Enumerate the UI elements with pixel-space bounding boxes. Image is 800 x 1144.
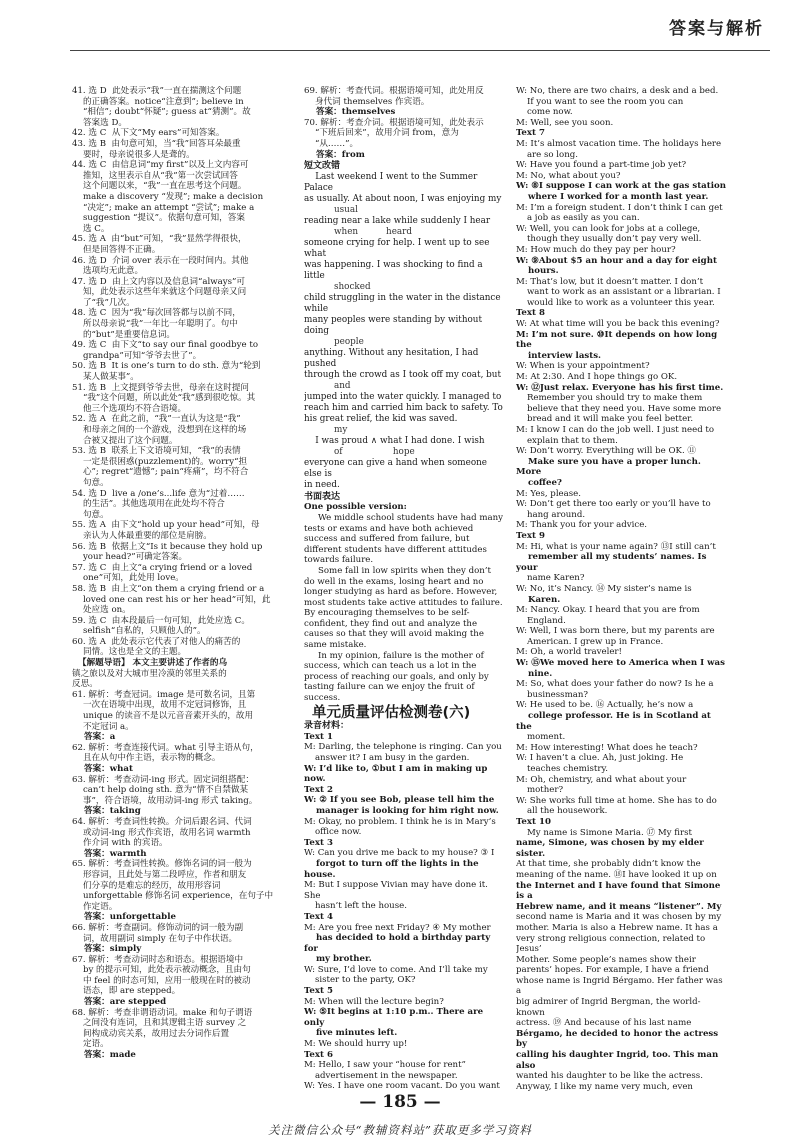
text-line: 答案：warmth	[72, 848, 147, 859]
text-line: Text 1	[304, 731, 333, 742]
text-line: Text 2	[304, 784, 333, 795]
text-line: 答案：made	[72, 1050, 136, 1061]
essay-paragraph: We middle school students have had many tests or exams and have both achieved success and suffered from failure, but different students have different attitudes towards failure.	[304, 512, 504, 566]
text-line: W: Don’t worry. Everything will be OK. ⑪	[516, 446, 697, 457]
text-line: one”可知，此处用 love。	[72, 573, 184, 584]
text-line: forgot to turn off the lights in the house.	[304, 858, 482, 880]
text-line: 答案：simply	[72, 944, 142, 955]
essay-paragraph: In my opinion, failure is the mother of success, which can teach us a lot in the process of reaching our goals, and only by tasting failure can we enjoy the fruit of success.	[304, 650, 489, 704]
text-line: 65. 解析：考查词性转换。修饰名词的词一般为	[72, 859, 252, 870]
text-line: 不定冠词 a。	[72, 721, 134, 732]
text-line: mother?	[516, 785, 564, 796]
text-line: W: When is your appointment?	[516, 361, 650, 372]
text-line: big admirer of Ingrid Bergman, the world-known	[516, 997, 701, 1018]
text-line: 定语。	[72, 1039, 109, 1050]
text-line: W: I haven’t a clue. Ah, just joking. He	[516, 753, 684, 764]
text-line: 或动词-ing 形式作宾语，故用名词 warmth	[72, 827, 251, 838]
text-line: sister to the party, OK?	[304, 975, 416, 986]
text-line: M: Oh, chemistry, and what about your	[516, 774, 687, 785]
text-line: second name is Maria and it was chosen by my	[516, 912, 722, 923]
text-line: Remember you should try to make them	[516, 393, 703, 404]
text-line: M: No, what about you?	[516, 170, 621, 181]
text-line: 67. 解析：考查动词时态和语态。根据语境中	[72, 954, 244, 965]
text-line: 形容词，且此处与第二段呼应，作者和朋友	[72, 869, 247, 880]
text-line: 47. 选 D 由上文内容以及信息词“always”可	[72, 276, 246, 287]
text-line: make a discovery “发现”; make a decision	[72, 191, 264, 202]
text-line: 词，故用副词 simply 在句子中作状语。	[72, 933, 238, 944]
text-line: nine.	[516, 668, 553, 679]
text-line: M: Thank you for your advice.	[516, 520, 648, 531]
text-line: 这个问题以来，“我”一直在思考这个问题。	[72, 181, 247, 192]
correction-line: everyone can give a hand when someone else is	[304, 457, 490, 479]
text-line: Text 5	[304, 986, 333, 997]
text-line: “相信”; doubt“怀疑”; guess at“猜测”。故	[72, 107, 251, 118]
text-line: W: Don’t get there too early or you’ll have to	[516, 499, 711, 510]
text-line: “我”这个问题，所以此处“我”感到很吃惊。其	[72, 393, 256, 404]
text-line: come now.	[516, 107, 573, 118]
text-line: 作介词 with 的宾语。	[72, 838, 168, 849]
text-line: 事”，符合语境，故用动词-ing 形式 taking。	[72, 795, 258, 806]
text-line: 推知，这里表示自从“我”第一次尝试回答	[72, 170, 238, 181]
text-line: your head?”可确定答案。	[72, 552, 188, 563]
writing-essay	[304, 513, 504, 704]
text-line: 亲认为人体最重要的部位是肩膀。	[72, 530, 212, 541]
text-line: Bérgamo, he decided to honor the actress by	[516, 1028, 722, 1050]
text-line: 答案：a	[72, 732, 116, 743]
text-line: Text 4	[304, 911, 333, 922]
text-line: 50. 选 B It is one’s turn to do sth. 意为“轮到	[72, 361, 261, 372]
text-line: 56. 选 B 依据上文“Is it because they hold up	[72, 541, 263, 552]
text-line: coffee?	[516, 477, 562, 488]
text-line: 59. 选 C 由本段最后一句可知，此处应选 C。	[72, 615, 250, 626]
footer-note: 关注微信公众号“教辅资料站”获取更多学习资料	[268, 1123, 532, 1137]
text-line: W: I’d like to, ①but I am in making up now.	[304, 763, 491, 785]
text-line: Text 6	[304, 1049, 333, 1060]
text-line: 的生活”。其他选项用在此处均不符合	[72, 499, 225, 510]
text-line: 处应选 on。	[72, 605, 131, 616]
text-line: 且在从句中作主语，表示物的概念。	[72, 753, 221, 764]
text-line: Make sure you have a proper lunch. More	[516, 456, 704, 478]
text-line: 要时，母亲说很多人是聋的。	[72, 149, 195, 160]
text-line: W: ⑮We moved here to America when I was	[516, 658, 725, 669]
text-line: manager is looking for him right now.	[304, 805, 499, 816]
column-right	[516, 86, 728, 1091]
header-title: 答案与解析	[669, 19, 764, 39]
text-line: a job as easily as you can.	[516, 213, 640, 224]
text-line: are so long.	[516, 149, 578, 160]
text-line: moment.	[516, 732, 566, 743]
text-line: 69. 解析：考查代词。根据语境可知，此处用反	[304, 86, 484, 96]
correction-line: was happening. I was shocking to find a little	[304, 259, 486, 281]
answers-69-70	[304, 86, 504, 160]
text-line: M: I know I can do the job well. I just need to	[516, 425, 715, 435]
text-line: W: Sure, I’d love to come. And I’ll take my	[304, 964, 488, 975]
correction-passage	[304, 172, 504, 491]
text-line: 句意。	[72, 509, 109, 520]
text-line: interview lasts.	[516, 350, 602, 361]
text-line: mother. Maria is also a Hebrew name. It has a	[516, 922, 718, 933]
text-line: M: It’s almost vacation time. The holidays here	[516, 138, 722, 149]
correction-note: people	[334, 336, 364, 347]
correction-note: and	[334, 380, 351, 391]
text-line: 句意。	[72, 477, 109, 488]
text-line: 了“我”几次。	[72, 297, 135, 308]
text-line: Text 8	[516, 308, 545, 319]
text-line: M: How interesting! What does he teach?	[516, 742, 698, 753]
text-line: At that time, she probably didn’t know the	[516, 859, 701, 870]
text-line: M: We should hurry up!	[304, 1039, 408, 1050]
correction-line: reach him and carried him back to safety. To	[304, 402, 503, 413]
text-line: 63. 解析：考查动词-ing 形式。固定词组搭配：	[72, 774, 254, 785]
text-line: M: When will the lecture begin?	[304, 996, 444, 1007]
correction-note: when heard	[334, 226, 412, 237]
text-line: 心”; regret“遗憾”; pain“疼痛”，均不符合	[72, 467, 249, 478]
text-line: 身代词 themselves 作宾语。	[304, 96, 430, 107]
text-line: wanted his daughter to be like the actress.	[516, 1071, 703, 1082]
text-line: W: No, it’s Nancy. ⑭ My sister’s name is	[516, 583, 692, 594]
page-number: — 185 —	[359, 1092, 441, 1112]
text-line: answer it? I am busy in the garden.	[304, 753, 470, 763]
text-line: “下班后回来”，故用介词 from，意为	[304, 128, 459, 139]
text-line: hang around.	[516, 509, 586, 520]
text-line: W: Yes. I have one room vacant. Do you want	[304, 1081, 500, 1091]
text-line: M: Hello, I saw your “house for rent”	[304, 1060, 466, 1071]
text-line: name Karen?	[516, 573, 585, 584]
text-line: 51. 选 B 上文提到爷爷去世，母亲在这时提问	[72, 382, 250, 393]
text-line: M: I’m a foreign student. I don’t think I can get	[516, 202, 723, 213]
text-line: by 的提示可知，此处表示被动概念，且由句	[72, 965, 251, 976]
text-line: my brother.	[304, 954, 372, 965]
text-line: M: Okay, no problem. I think he is in Mary’s	[304, 816, 496, 827]
text-line: M: I’m not sure. ⑩It depends on how long the	[516, 329, 721, 351]
text-line: remember all my students’ names. Is your	[516, 552, 710, 573]
text-line: 60. 选 A 此处表示它代表了对他人的痛苦的	[72, 636, 241, 647]
text-line: has decided to hold a birthday party for	[304, 933, 494, 954]
column-middle	[304, 86, 504, 1091]
text-line: 选 C。	[72, 223, 110, 234]
text-line: whose name is Ingrid Bérgamo. Her father was a	[516, 975, 726, 997]
text-line: actress. ⑲ And because of his last name	[516, 1018, 692, 1029]
text-line: 57. 选 C 由上文“a crying friend or a loved	[72, 562, 253, 573]
correction-line: through the crowd as I took off my coat, but	[304, 369, 502, 380]
text-line: W: ② If you see Bob, please tell him the	[304, 795, 495, 806]
text-line: 43. 选 B 由句意可知，当“我”回答耳朵最重	[72, 138, 241, 149]
text-line: 44. 选 C 由信息词“my first”以及上文内容可	[72, 160, 249, 171]
correction-line: anything. Without any hesitation, I had pushed	[304, 347, 482, 369]
text-line: would like to work as a volunteer this year.	[516, 297, 715, 308]
text-line: England.	[516, 615, 566, 626]
text-line: M: Nancy. Okay. I heard that you are from	[516, 605, 700, 616]
correction-line: I was proud ∧ what I had done. I wish	[304, 435, 485, 446]
text-line: believe that they need you. Have some more	[516, 403, 722, 414]
text-line: grandpa”可知“爷爷去世了”。	[72, 350, 202, 361]
text-line: unforgettable 修饰名词 experience，在句子中	[72, 891, 274, 902]
text-line: Karen.	[516, 594, 561, 605]
text-line: M: How much do they pay per hour?	[516, 244, 676, 255]
text-line: 42. 选 C 从下文“My ears”可知答案。	[72, 128, 225, 139]
text-line: very strong religious connection, related to Jesus’	[516, 933, 708, 955]
text-line: W: Have you found a part-time job yet?	[516, 160, 687, 171]
text-line: 答案：are stepped	[72, 997, 167, 1008]
text-line: W: ⑫Just relax. Everyone has his first time.	[516, 382, 724, 393]
correction-note: of hope	[334, 446, 415, 457]
header-rule	[70, 50, 770, 51]
text-line: 答案：unforgettable	[72, 912, 176, 923]
text-line: W: ⑨About $5 an hour and a day for eight	[516, 255, 717, 266]
text-line: “从……”。	[304, 138, 359, 149]
text-line: 61. 解析：考查冠词。image 是可数名词，且第	[72, 689, 256, 700]
text-line: 他三个选项均不符合语境。	[72, 403, 187, 414]
text-line: 70. 解析：考查介词。根据语境可知，此处表示	[304, 117, 484, 128]
text-line: 53. 选 B 联系上下文语境可知，“我”的表情	[72, 446, 241, 457]
text-line: My name is Simone Maria. ⑰ My first	[516, 827, 692, 838]
text-line: 选项均无此意。	[72, 266, 144, 277]
text-line: 45. 选 A 由“but”可知，“我”显然学得很快，	[72, 234, 247, 245]
text-line: advertisement in the newspaper.	[304, 1070, 458, 1081]
text-line: 55. 选 A 由下文“hold up your head”可知，母	[72, 520, 260, 531]
text-line: W: Can you drive me back to my house? ③ I	[304, 848, 495, 859]
text-line: 和母亲之间的一个游戏，没想到在这样的场	[72, 425, 247, 435]
text-line: “决定”; make an attempt “尝试”; make a	[72, 202, 255, 213]
text-line: W: No, there are two chairs, a desk and a bed.	[516, 86, 719, 96]
correction-note: usual	[334, 204, 358, 215]
text-line: W: Well, you can look for jobs at a college,	[516, 223, 701, 234]
text-line: teaches chemistry.	[516, 764, 608, 774]
text-line: 中 feel 的时态可知，应用一般现在时的被动	[72, 975, 251, 986]
text-line: loved one can rest his or her head”可知，此	[72, 594, 271, 605]
text-line: Anyway, I like my name very much, even	[516, 1081, 693, 1091]
correction-line: someone crying for help. I went up to see what	[304, 237, 493, 259]
text-line: name, Simone, was chosen by my elder sister.	[516, 838, 707, 859]
correction-line: many peoples were standing by without doing	[304, 314, 485, 336]
text-line: calling his daughter Ingrid, too. This man also	[516, 1050, 722, 1071]
correction-line: in need.	[304, 479, 340, 490]
correction-line: child struggling in the water in the distance while	[304, 292, 504, 314]
text-line: the Internet and I have found that Simone is a	[516, 880, 724, 902]
text-line: 某人做某事”。	[72, 372, 139, 383]
text-line: Text 7	[516, 128, 545, 139]
text-line: M: Hi, what is your name again? ⑬I still can’t	[516, 541, 716, 552]
text-line: W: At what time will you be back this evening?	[516, 319, 720, 330]
text-line: 48. 选 C 因为“我”每次回答都与以前不同，	[72, 308, 241, 319]
text-line: 答案：taking	[72, 806, 141, 817]
text-line: 46. 选 D 介词 over 表示在一段时间内。其他	[72, 255, 249, 266]
text-line: hasn’t left the house.	[304, 901, 407, 912]
text-line: 62. 解析：考查连接代词。what 引导主语从句，	[72, 742, 259, 753]
correction-note: my	[334, 424, 348, 435]
correction-line: reading near a lake while suddenly I hear	[304, 215, 491, 226]
correction-title: 短文改错	[304, 161, 341, 172]
text-line: 一次在语境中出现，故用不定冠词修饰，且	[72, 700, 247, 711]
text-line: 间构成动宾关系，故用过去分词作后置	[72, 1028, 230, 1039]
text-line: 52. 选 A 在此之前，“我”一直认为这是“我”	[72, 414, 241, 425]
unit-title: 单元质量评估检测卷(六)	[312, 704, 471, 721]
text-line: hours.	[516, 266, 559, 277]
text-line: Text 3	[304, 837, 333, 848]
text-line: meaning of the name. ⑱I have looked it up on	[516, 869, 717, 880]
text-line: bread and it will make you feel better.	[516, 414, 694, 425]
text-line: 们分享的是难忘的经历，故用形容词	[72, 880, 221, 891]
text-line: want to work as an assistant or a librarian. I	[516, 287, 721, 298]
text-line: 之间没有连词，且和其逻辑主语 survey 之	[72, 1018, 247, 1029]
text-line: M: But I suppose Vivian may have done it. She	[304, 880, 491, 901]
text-line: Mother. Some people’s names show their	[516, 954, 696, 965]
text-line: M: Oh, a world traveler!	[516, 647, 622, 658]
text-line: where I worked for a month last year.	[516, 191, 709, 202]
correction-note: shocked	[334, 281, 371, 292]
text-line: W: ⑤It begins at 1:10 p.m.. There are only	[304, 1007, 487, 1028]
text-line: 反思。	[72, 679, 98, 690]
text-line: all the housework.	[516, 806, 608, 817]
text-line: office now.	[304, 827, 362, 838]
text-line: M: Are you free next Friday? ④ My mother	[304, 922, 491, 933]
text-line: 答案选 D。	[72, 117, 127, 128]
text-line: M: That’s low, but it doesn’t matter. I don’t	[516, 276, 704, 287]
listening-transcript-1	[304, 732, 504, 1091]
text-line: businessman?	[516, 689, 588, 700]
text-line: five minutes left.	[304, 1028, 398, 1039]
text-line: 64. 解析：考查词性转换。介词后跟名词、代词	[72, 816, 252, 827]
text-line: parents’ hopes. For example, I have a friend	[516, 965, 709, 976]
text-line: M: Darling, the telephone is ringing. Can you	[304, 742, 502, 753]
text-line: 68. 解析：考查非谓语动词。make 和句子谓语	[72, 1007, 253, 1018]
text-line: W: Well, I was born there, but my parents are	[516, 626, 715, 637]
column-left	[72, 86, 300, 1091]
correction-line: Last weekend I went to the Summer Palace	[304, 171, 481, 193]
text-line: unique 的读音不是以元音音素开头的，故用	[72, 711, 254, 722]
text-line: M: At 2:30. And I hope things go OK.	[516, 372, 678, 383]
text-line: 语态，即 are stepped。	[72, 986, 181, 997]
text-line: 54. 选 D live a /one’s...life 意为“过着……	[72, 488, 245, 499]
text-line: 41. 选 D 此处表示“我”一直在揣测这个问题	[72, 86, 242, 96]
correction-line: jumped into the water quickly. I managed to	[304, 391, 502, 402]
text-line: explain that to them.	[516, 435, 618, 446]
listening-title: 录音材料：	[304, 721, 350, 732]
text-line: 合被又提出了这个问题。	[72, 435, 178, 446]
text-line: though they usually don’t pay very well.	[516, 234, 702, 245]
writing-title: 书面表达	[304, 491, 341, 502]
text-line: 的“but”是重要信息词。	[72, 329, 175, 340]
text-line: selfish“自私的，只顾他人的”。	[72, 626, 206, 637]
text-line: 所以母亲说“我”一年比一年聪明了。句中	[72, 319, 238, 330]
essay-paragraph: Some fall in low spirits when they don’t do well in the exams, losing heart and no longer studying as hard as before. However, most students take active attitudes to failure. By encouraging themselves to be self-confident, they find out and analyze the causes so that they will avoid making the same mistake.	[304, 565, 503, 651]
text-line: M: So, what does your father do now? Is he a	[516, 679, 714, 690]
text-line: 镇之旅以及对大城市里冷漠的邻里关系的	[72, 668, 227, 679]
page-header	[0, 0, 800, 52]
text-line: college professor. He is in Scotland at the	[516, 711, 714, 732]
text-line: 66. 解析：考查副词。修饰动词的词一般为副	[72, 922, 244, 933]
text-line: If you want to see the room you can	[516, 96, 684, 107]
text-line: Hebrew name, and it means “listener”. My	[516, 901, 722, 912]
text-line: 答案：from	[304, 149, 365, 160]
writing-subtitle: One possible version:	[304, 502, 407, 513]
text-line: can’t help doing sth. 意为“情不自禁做某	[72, 785, 249, 796]
text-line: suggestion “提议”。依据句意可知，答案	[72, 213, 245, 224]
text-line: 的正确答案。notice“注意到”; believe in	[72, 96, 244, 107]
text-line: 一定是很困惑(puzzlement)的。worry“担	[72, 456, 248, 467]
text-line: W: He used to be. ⑯ Actually, he’s now a	[516, 700, 694, 711]
text-line: 同情。这也是全文的主题。	[72, 647, 187, 658]
correction-line: as usually. At about noon, I was enjoying my	[304, 193, 502, 204]
text-line: 【解题导语】 本文主要讲述了作者的乌	[72, 658, 228, 669]
text-line: 答案：themselves	[304, 107, 396, 118]
text-line: 58. 选 B 由上文“on them a crying friend or a	[72, 583, 265, 594]
text-line: 答案：what	[72, 764, 133, 774]
text-line: M: Yes, please.	[516, 488, 581, 499]
text-line: 作定语。	[72, 901, 118, 912]
text-line: M: Well, see you soon.	[516, 117, 614, 128]
text-line: 知，此处表示这些年来就这个问题母亲又问	[72, 287, 247, 298]
text-line: W: ⑧I suppose I can work at the gas station	[516, 181, 726, 192]
text-line: Text 9	[516, 530, 545, 541]
text-line: 但是回答得不正确。	[72, 244, 161, 255]
text-line: W: She works full time at home. She has to do	[516, 795, 717, 806]
text-line: 49. 选 C 由下文“to say our final goodbye to	[72, 340, 258, 351]
correction-line: his great relief, the kid was saved.	[304, 413, 458, 424]
text-line: Text 10	[516, 816, 551, 827]
text-line: American. I grew up in France.	[516, 636, 664, 647]
